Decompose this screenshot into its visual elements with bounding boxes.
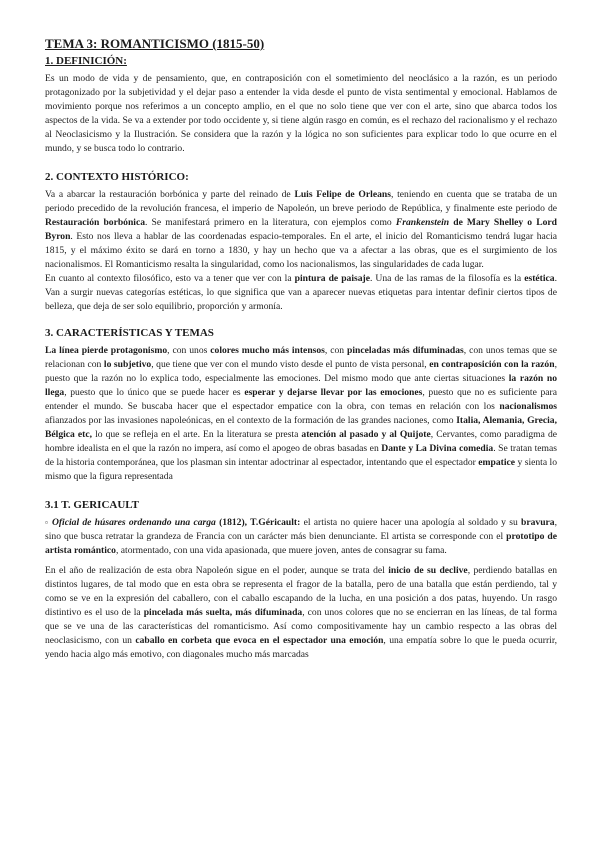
paragraph-gericault-1: ▫ Oficial de húsares ordenando una carga (1812), T.Géricault: el artista no quiere hacer una apología al soldado y su bravura, sino que busca retratar la grandeza de Francia con un carácter más bien denunciante. El artista se corresponde con el prototipo de artista romántico, atormentado, con una vida apasionada, que muere joven, antes de consagrar su fama. [45,517,557,556]
document-title: TEMA 3: ROMANTICISMO (1815-50) [45,36,265,51]
paragraph-definicion: Es un modo de vida y de pensamiento, que, en contraposición con el sometimiento del neoclásico a la razón, es un periodo protagonizado por la subjetividad y el dejar paso a entender la vida desde el punto de vista sentimental y emocional. Hablamos de movimiento porque nos referimos a un concepto amplio, en el que no solo tiene que ver con el arte, sino que abarca todos los aspectos de la vida. Se va a extender por todo occidente y, si tiene algún rasgo en común, es el rechazo del racionalismo y el rechazo al Neoclasicismo y la Ilustración. Se considera que la razón y la lógica no son suficientes para explicar todo lo que ocurre en el mundo, y se busca todo lo contrario. [45,73,557,154]
bullet-icon: ▫ [45,518,49,527]
paragraph-contexto-2: En cuanto al contexto filosófico, esto va a tener que ver con la pintura de paisaje. Una de las ramas de la filosofía es la estética. Van a surgir nuevas categorías estéticas, lo que significa que van a aparecer nuevas etiquetas para intentar definir ciertos tipos de belleza, que deja de ser solo equilibrio, proporción y armonía. [45,273,557,312]
paragraph-contexto-1: Va a abarcar la restauración borbónica y parte del reinado de Luis Felipe de Orleans, teniendo en cuenta que se trataba de un periodo precedido de la revolución francesa, el imperio de Napoleón, un breve periodo de República, y finalmente este periodo de Restauración borbónica. Se manifestará primero en la literatura, con ejemplos como Frankenstein de Mary Shelley o Lord Byron. Esto nos lleva a hablar de las coordenadas espacio-temporales. En el arte, el inicio del Romanticismo tendrá lugar hacia 1815, y el máximo éxito se dará en torno a 1830, y hay un hecho que va a afectar a las obras, que es el surgimiento de los nacionalismos. El Romanticismo resalta la singularidad, como los nacionalismos, las singularidades de cada lugar. [45,189,557,270]
section-heading-contexto: 2. CONTEXTO HISTÓRICO: [45,171,189,183]
paragraph-gericault-2: En el año de realización de esta obra Napoleón sigue en el poder, aunque se trata del inicio de su declive, perdiendo batallas en distintos lugares, de tal modo que en esta obra se representa el fragor de la batalla, pero de una batalla que están perdiendo, tal y como se ve en la expresión del caballero, con el caballo escapando de la lucha, en una posición a dos patas, huyendo. Un rasgo distintivo es el uso de la pincelada más suelta, más difuminada, con unos colores que no se encierran en las líneas, de tal forma que se ve una de las características del romanticismo. Así como compositivamente hay un cambio respecto a las obras del neoclasicismo, con un caballo en corbeta que evoca en el espectador una emoción, una empatía sobre lo que le pueda ocurrir, yendo hacia algo más emotivo, con diagonales mucho más marcadas [45,565,558,660]
section-heading-gericault: 3.1 T. GERICAULT [45,499,139,511]
document-page [45,36,557,662]
section-heading-definicion: 1. DEFINICIÓN: [45,55,127,67]
section-heading-caracteristicas: 3. CARACTERÍSTICAS Y TEMAS [45,327,214,339]
paragraph-caracteristicas: La línea pierde protagonismo, con unos colores mucho más intensos, con pinceladas más difuminadas, con unos temas que se relacionan con lo subjetivo, que tiene que ver con el mundo visto desde el punto de vista personal, en contraposición con la razón, puesto que la razón no lo explica todo, especialmente las emociones. Del mismo modo que ante ciertas situaciones la razón no llega, puesto que lo único que se puede hacer es esperar y dejarse llevar por las emociones, puesto que no es suficiente para entender el mundo. Se buscaba hacer que el espectador empatice con la obra, con temas en relación con los nacionalismos afianzados por las invasiones napoleónicas, en el contexto de la formación de las grandes naciones, como Italia, Alemania, Grecia, Bélgica etc, lo que se refleja en el arte. En la literatura se presta atención al pasado y al Quijote, Cervantes, como paradigma de hombre idealista en el que la razón no impera, así como el apogeo de obras basadas en Dante y La Divina comedia. Se tratan temas de la historia contemporánea, que los plasman sin intentar adoctrinar al espectador, intentando que el espectador empatice y sienta lo mismo que la figura representada [45,345,558,482]
